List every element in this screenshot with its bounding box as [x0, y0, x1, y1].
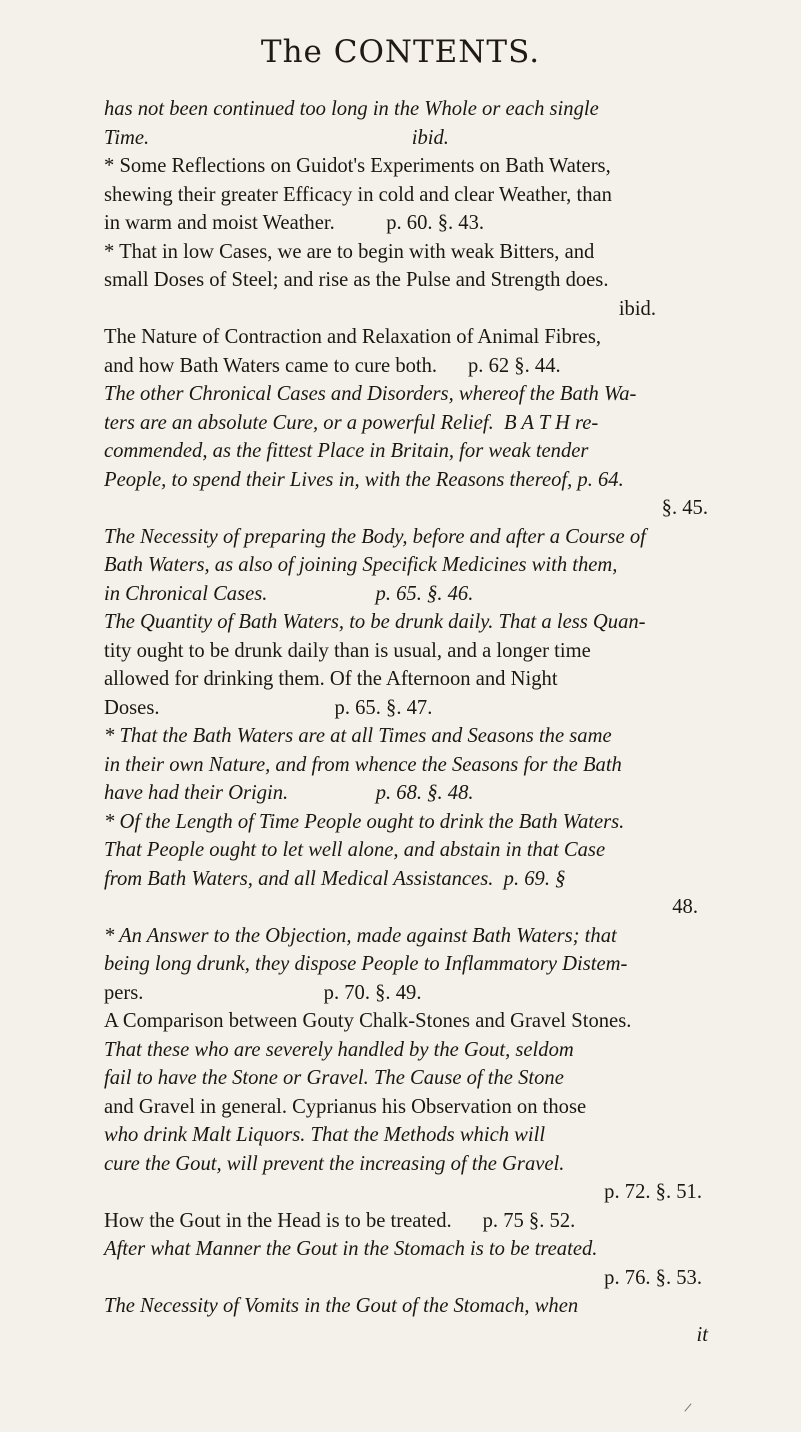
text-line: The other Chronical Cases and Disorders, whereof the Bath Wa-	[104, 383, 637, 405]
pencil-mark	[684, 1403, 691, 1411]
text-line: How the Gout in the Head is to be treated. p. 75 §. 52.	[104, 1209, 576, 1232]
text-line: allowed for drinking them. Of the Afternoon and Night	[104, 668, 558, 690]
contents-text	[104, 95, 708, 1349]
text-line: small Doses of Steel; and rise as the Pulse and Strength does.	[104, 269, 609, 291]
text-line: in warm and moist Weather. p. 60. §. 43.	[104, 212, 485, 234]
text-line: commended, as the fittest Place in Britain, for weak tender	[104, 440, 589, 462]
text-line: * Of the Length of Time People ought to drink the Bath Waters.	[104, 810, 625, 833]
text-line: §. 45.	[661, 497, 708, 519]
text-line: The Necessity of preparing the Body, before and after a Course of	[104, 525, 646, 548]
text-line: from Bath Waters, and all Medical Assistances. p. 69. §	[104, 867, 566, 890]
text-line: fail to have the Stone or Gravel. The Cause of the Stone	[104, 1067, 564, 1089]
text-line: * That the Bath Waters are at all Times and Seasons the same	[104, 725, 612, 747]
text-line: * Some Reflections on Guidot's Experiments on Bath Waters,	[104, 155, 611, 177]
text-line: The Necessity of Vomits in the Gout of the Stomach, when	[104, 1295, 579, 1317]
text-line: Time. ibid.	[104, 126, 449, 149]
text-line: After what Manner the Gout in the Stomach is to be treated.	[104, 1238, 598, 1260]
text-line: pers. p. 70. §. 49.	[104, 981, 422, 1004]
text-line: has not been continued too long in the Whole or each single	[104, 98, 599, 120]
text-line: and how Bath Waters came to cure both. p. 62 §. 44.	[104, 354, 561, 377]
text-line: That People ought to let well alone, and abstain in that Case	[104, 839, 606, 861]
text-line: have had their Origin. p. 68. §. 48.	[104, 782, 474, 804]
text-line: ibid.	[618, 297, 656, 320]
text-line: * That in low Cases, we are to begin with weak Bitters, and	[104, 240, 595, 263]
text-line: People, to spend their Lives in, with the Reasons thereof, p. 64.	[104, 468, 624, 491]
text-line: cure the Gout, will prevent the increasing of the Gravel.	[104, 1152, 565, 1175]
text-line: * An Answer to the Objection, made against Bath Waters; that	[104, 924, 617, 947]
text-line: ters are an absolute Cure, or a powerful Relief. B A T H re-	[104, 411, 599, 434]
text-line: 48.	[672, 896, 698, 918]
text-line: That these who are severely handled by the Gout, seldom	[104, 1038, 574, 1061]
text-line: A Comparison between Gouty Chalk-Stones and Gravel Stones.	[104, 1010, 632, 1032]
text-line: Bath Waters, as also of joining Specifick Medicines with them,	[104, 554, 618, 576]
text-line: p. 72. §. 51.	[604, 1181, 702, 1203]
text-line: and Gravel in general. Cyprianus his Observation on those	[104, 1095, 587, 1118]
text-line: who drink Malt Liquors. That the Methods which will	[104, 1124, 546, 1146]
text-line: The Quantity of Bath Waters, to be drunk daily. That a less Quan-	[104, 611, 646, 633]
text-line: it	[696, 1323, 708, 1346]
running-head: The CONTENTS.	[260, 34, 541, 70]
text-line: being long drunk, they dispose People to Inflammatory Distem-	[104, 953, 628, 975]
text-line: shewing their greater Efficacy in cold and clear Weather, than	[104, 183, 612, 206]
text-line: tity ought to be drunk daily than is usual, and a longer time	[104, 639, 591, 662]
text-line: in Chronical Cases. p. 65. §. 46.	[104, 582, 474, 605]
text-line: in their own Nature, and from whence the Seasons for the Bath	[104, 753, 622, 776]
text-line: The Nature of Contraction and Relaxation of Animal Fibres,	[104, 326, 601, 348]
text-line: Doses. p. 65. §. 47.	[104, 696, 433, 719]
text-line: p. 76. §. 53.	[604, 1266, 702, 1289]
